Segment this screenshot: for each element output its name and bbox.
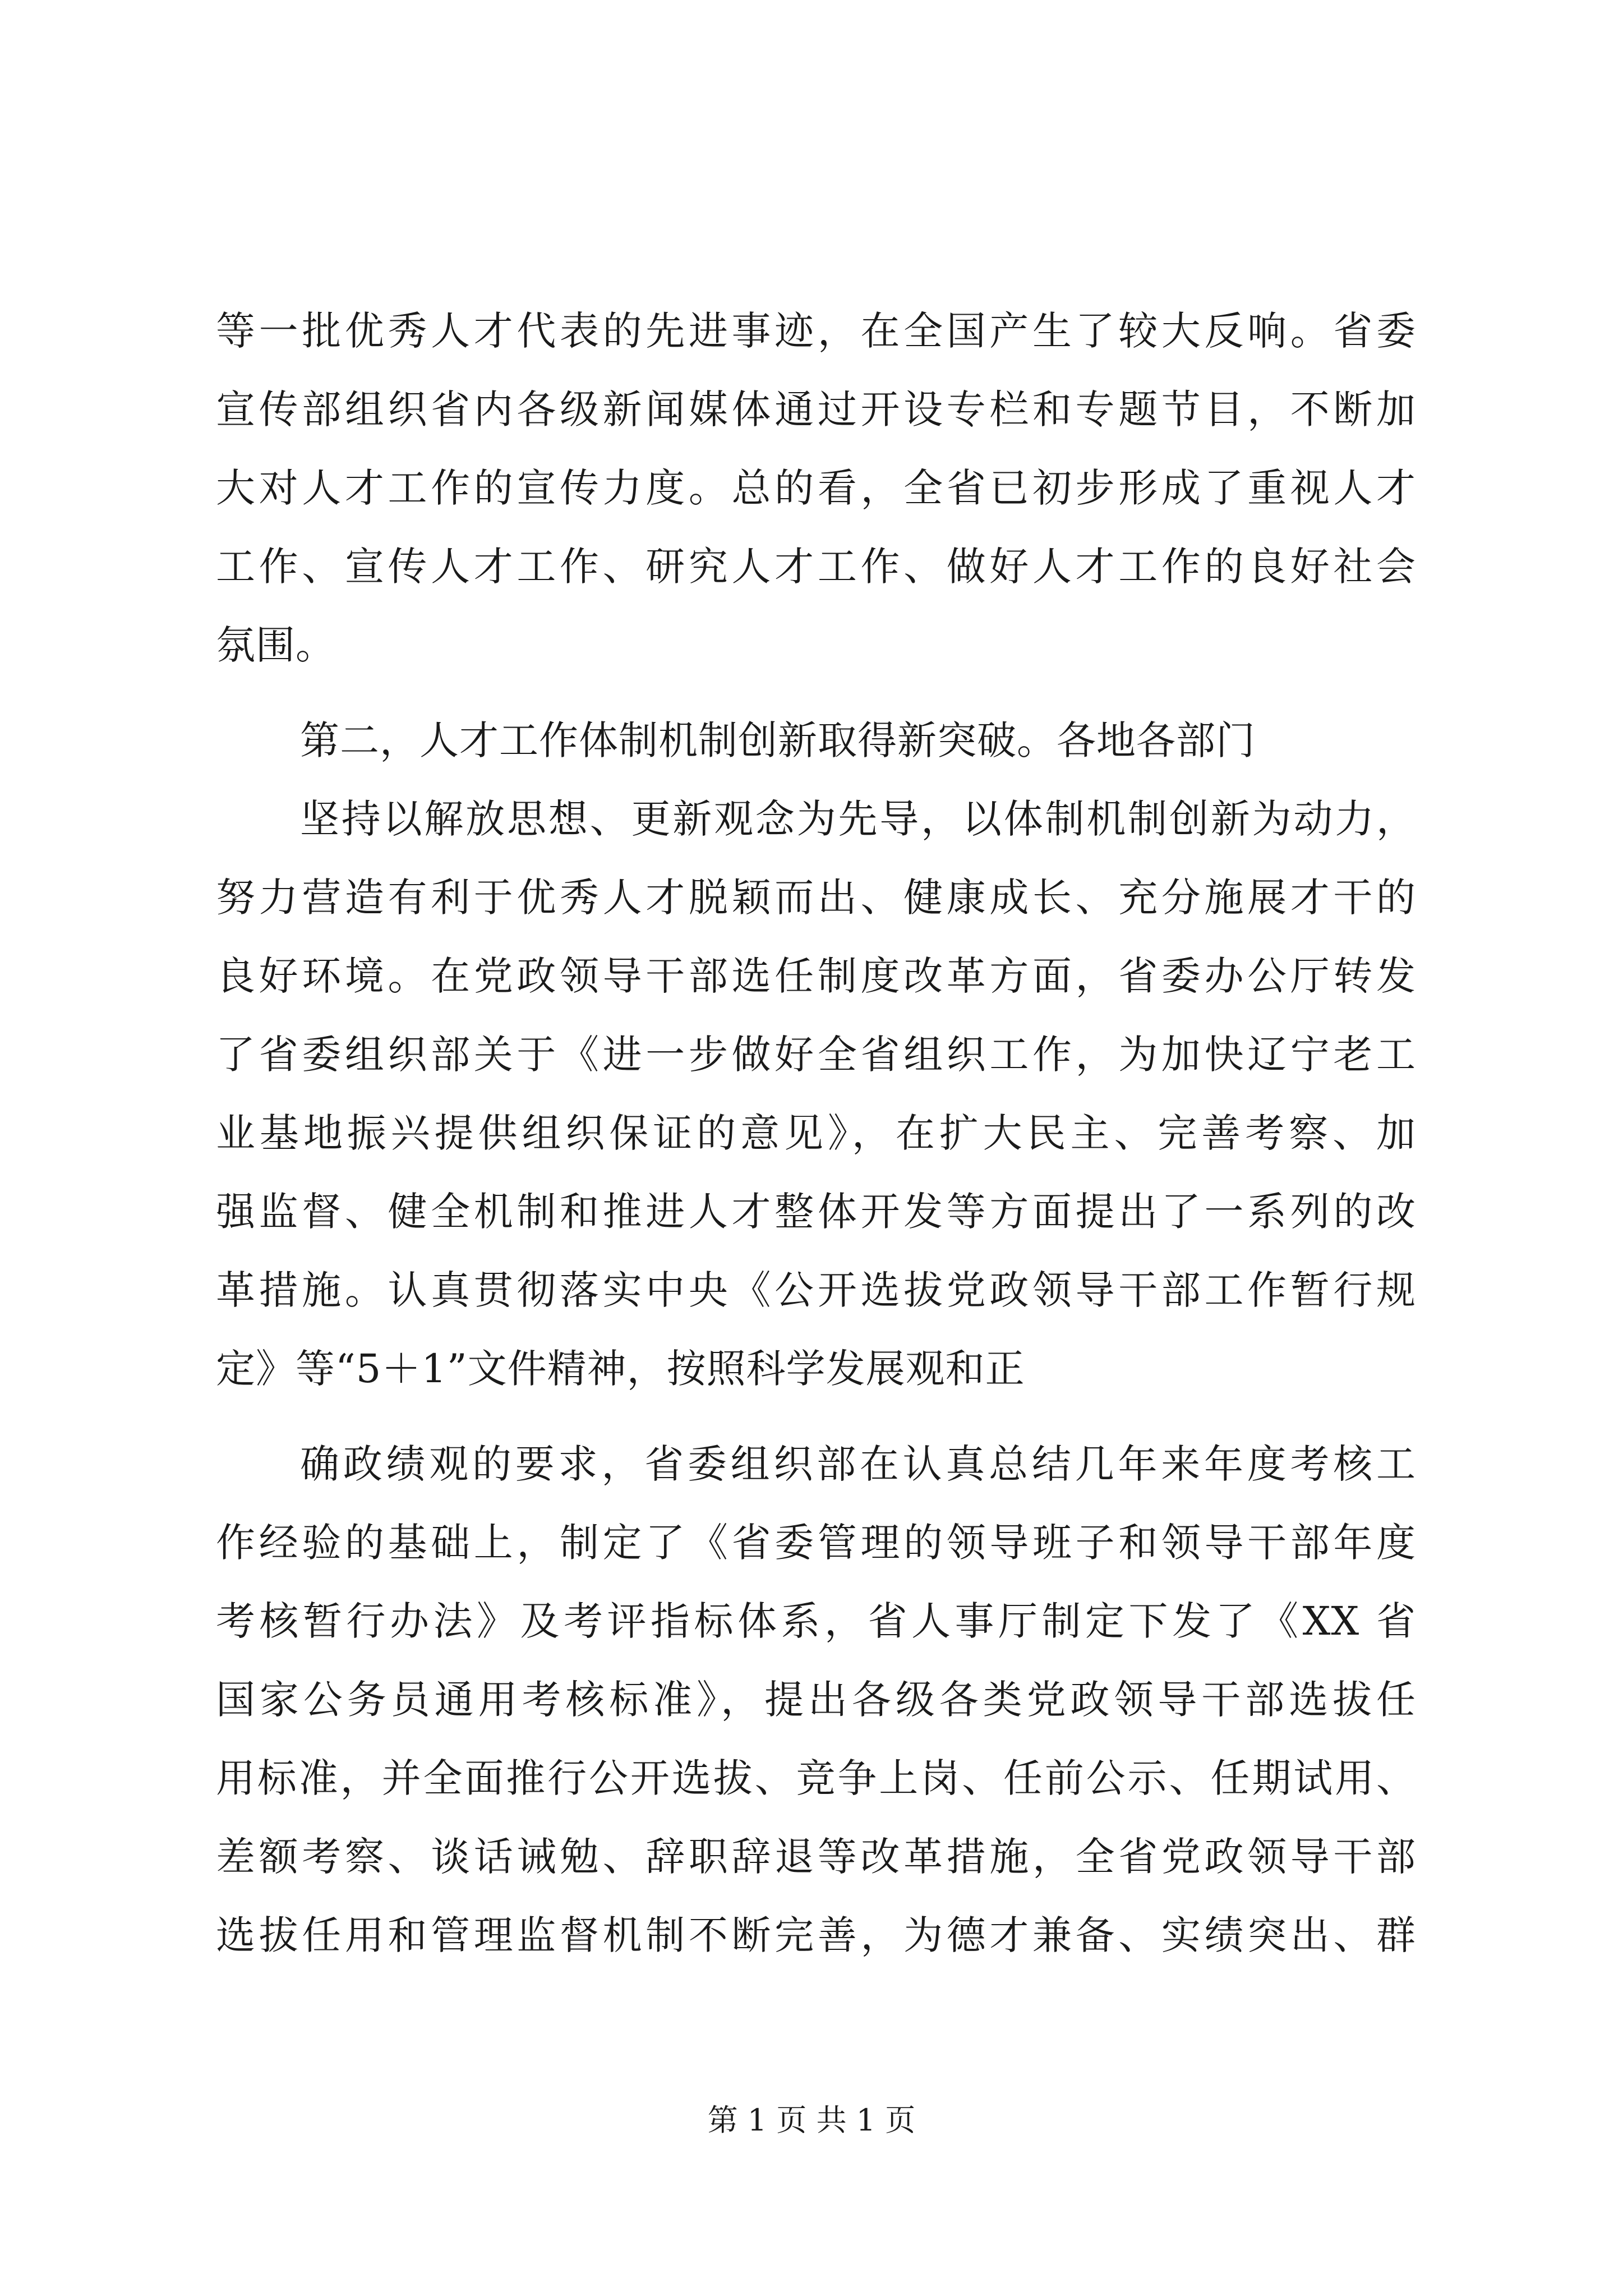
text-line-20: 差额考察、谈话诫勉、辞职辞退等改革措施，全省党政领导干部 xyxy=(216,1834,1416,1880)
text-line-11: 业基地振兴提供组织保证的意见》，在扩大民主、完善考察、加 xyxy=(216,1110,1416,1156)
text-line-4: 工作、宣传人才工作、研究人才工作、做好人才工作的良好社会 xyxy=(216,544,1416,590)
text-line-17: 考核暂行办法》及考评指标体系，省人事厅制定下发了《XX 省 xyxy=(216,1598,1416,1644)
text-line-10: 了省委组织部关于《进一步做好全省组织工作，为加快辽宁老工 xyxy=(216,1032,1416,1078)
text-line-9: 良好环境。在党政领导干部选任制度改革方面，省委办公厅转发 xyxy=(216,953,1416,999)
text-line-8: 努力营造有利于优秀人才脱颖而出、健康成长、充分施展才干的 xyxy=(216,875,1416,921)
text-line-13: 革措施。认真贯彻落实中央《公开选拔党政领导干部工作暂行规 xyxy=(216,1267,1416,1313)
text-line-5: 氛围。 xyxy=(216,622,335,668)
text-line-18: 国家公务员通用考核标准》，提出各级各类党政领导干部选拔任 xyxy=(216,1677,1416,1723)
text-line-1: 等一批优秀人才代表的先进事迹，在全国产生了较大反响。省委 xyxy=(216,308,1416,354)
page-number-footer: 第 1 页 共 1 页 xyxy=(707,2102,916,2138)
text-line-14: 定》等“5＋1”文件精神，按照科学发展观和正 xyxy=(216,1346,1025,1392)
text-line-16: 作经验的基础上，制定了《省委管理的领导班子和领导干部年度 xyxy=(216,1520,1416,1566)
text-line-12: 强监督、健全机制和推进人才整体开发等方面提出了一系列的改 xyxy=(216,1189,1416,1235)
text-line-21: 选拔任用和管理监督机制不断完善，为德才兼备、实绩突出、群 xyxy=(216,1912,1416,1958)
text-line-19: 用标准，并全面推行公开选拔、竞争上岗、任前公示、任期试用、 xyxy=(216,1755,1416,1801)
text-line-7: 坚持以解放思想、更新观念为先导，以体制机制创新为动力， xyxy=(300,796,1416,842)
text-line-15: 确政绩观的要求，省委组织部在认真总结几年来年度考核工 xyxy=(300,1441,1416,1487)
text-line-2: 宣传部组织省内各级新闻媒体通过开设专栏和专题节目，不断加 xyxy=(216,386,1416,432)
text-line-3: 大对人才工作的宣传力度。总的看，全省已初步形成了重视人才 xyxy=(216,465,1416,511)
section-heading-line: 第二，人才工作体制机制创新取得新突破。各地各部门 xyxy=(300,717,1256,763)
